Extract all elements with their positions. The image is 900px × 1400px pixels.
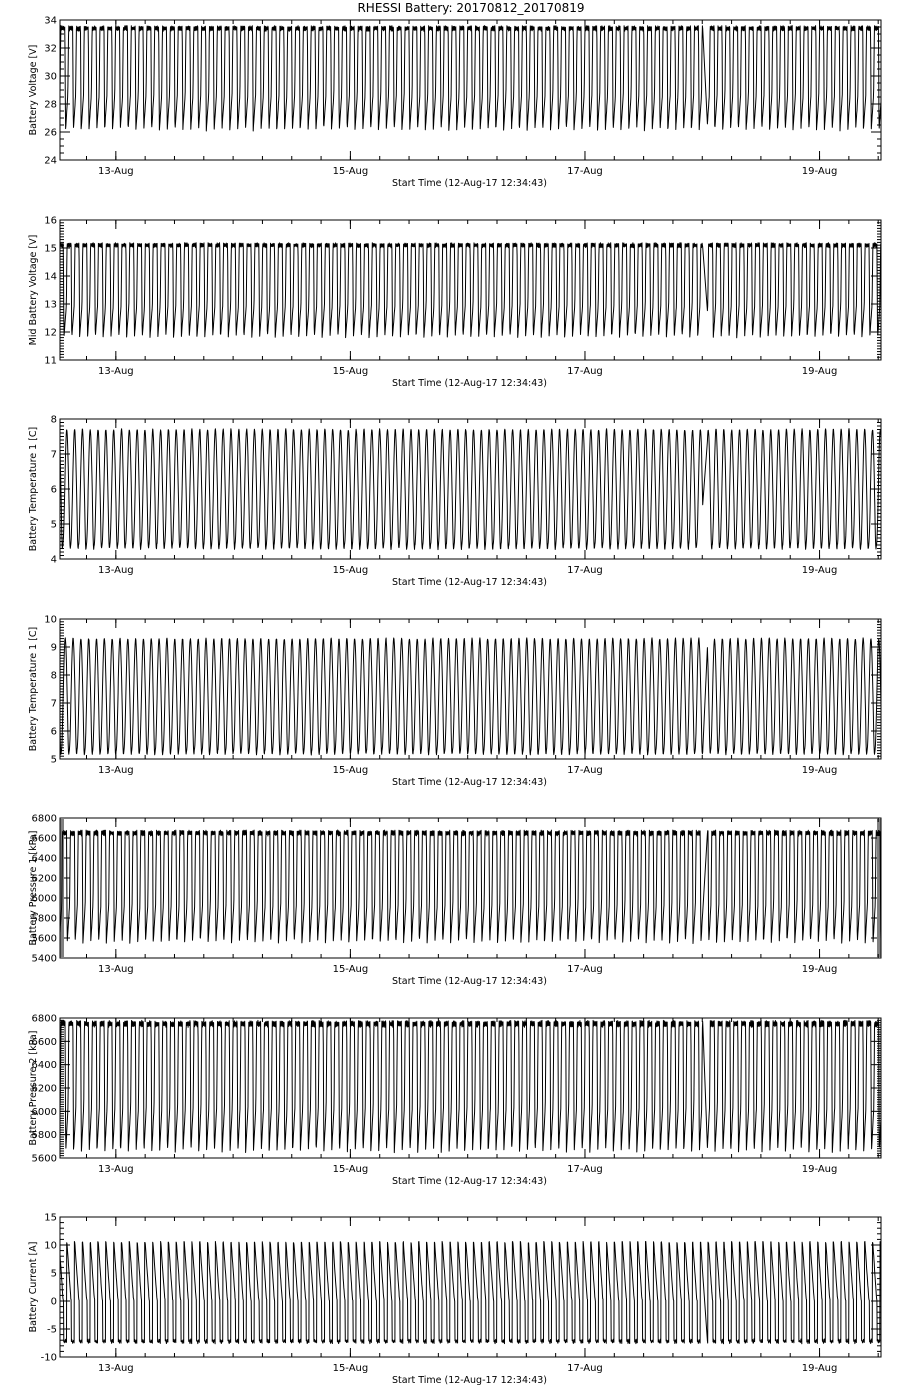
series-line [60,1242,881,1344]
x-tick-label: 13-Aug [98,1363,134,1374]
y-tick-label: 7 [50,449,57,461]
y-tick-label: 6400 [31,853,57,865]
panel-group [28,16,881,1387]
x-tick-label: 19-Aug [801,366,838,377]
panel-6 [28,1014,881,1188]
y-tick-label: 6400 [31,1060,57,1072]
y-tick-label: 24 [44,155,57,167]
series-line [60,638,881,755]
chart-title: RHESSI Battery: 20170812_20170819 [357,1,585,15]
y-tick-label: 15 [44,243,57,255]
y-tick-label: 5600 [31,933,57,945]
x-tick-label: 13-Aug [98,565,134,576]
panel-4 [28,615,881,789]
x-tick-label: 15-Aug [332,964,369,975]
x-axis-label: Start Time (12-Aug-17 12:34:43) [392,178,547,189]
x-axis-label: Start Time (12-Aug-17 12:34:43) [392,1176,547,1187]
y-tick-label: 6200 [31,873,57,885]
y-tick-label: 5800 [31,1130,57,1142]
panel-7 [28,1213,881,1387]
y-tick-label: 15 [44,1212,57,1224]
y-tick-label: 10 [44,1240,57,1252]
y-axis-label: Battery Voltage [V] [28,44,39,136]
plot-frame [60,20,881,160]
y-tick-label: 14 [44,271,57,283]
x-tick-label: 13-Aug [98,366,134,377]
x-tick-label: 19-Aug [801,166,838,177]
y-tick-label: 6800 [31,813,57,825]
y-axis-label: Battery Current [A] [28,1241,39,1333]
y-tick-label: 6000 [31,1106,57,1118]
x-tick-label: 13-Aug [98,1164,134,1175]
y-tick-label: 5 [50,519,57,531]
y-tick-label: 6600 [31,1036,57,1048]
x-tick-label: 17-Aug [567,1363,603,1374]
x-tick-label: 13-Aug [98,166,134,177]
x-tick-label: 15-Aug [332,1363,369,1374]
x-tick-label: 19-Aug [801,964,838,975]
x-tick-label: 17-Aug [567,565,603,576]
x-tick-label: 19-Aug [801,1363,838,1374]
panel-3 [28,415,881,589]
y-tick-label: 13 [44,299,57,311]
x-tick-label: 17-Aug [567,1164,603,1175]
x-tick-label: 17-Aug [567,166,603,177]
series-line [60,26,881,131]
series-line [60,429,881,550]
y-tick-label: 8 [50,670,57,682]
y-tick-label: 34 [44,15,57,27]
panel-1 [28,16,881,190]
x-axis-label: Start Time (12-Aug-17 12:34:43) [392,577,547,588]
y-tick-label: -5 [47,1324,57,1336]
x-axis-label: Start Time (12-Aug-17 12:34:43) [392,777,547,788]
y-tick-label: 7 [50,698,57,710]
y-tick-label: 28 [44,99,57,111]
y-tick-label: 5 [50,1268,57,1280]
y-tick-label: 11 [44,355,57,367]
x-axis-label: Start Time (12-Aug-17 12:34:43) [392,378,547,389]
y-tick-label: 6 [50,484,57,496]
x-tick-label: 19-Aug [801,1164,838,1175]
y-tick-label: 6800 [31,1013,57,1025]
y-tick-label: 6600 [31,833,57,845]
y-tick-label: 9 [50,642,57,654]
x-tick-label: 15-Aug [332,366,369,377]
x-tick-label: 15-Aug [332,765,369,776]
y-axis-label: Battery Pressure 1 [kPa] [28,830,39,946]
x-tick-label: 17-Aug [567,964,603,975]
y-tick-label: 6200 [31,1083,57,1095]
x-tick-label: 13-Aug [98,765,134,776]
y-tick-label: 0 [50,1296,57,1308]
panel-2 [28,216,881,390]
series-line [60,830,881,944]
y-tick-label: 5600 [31,1153,57,1165]
x-axis-label: Start Time (12-Aug-17 12:34:43) [392,976,547,987]
y-tick-label: 12 [44,327,57,339]
y-tick-label: 5800 [31,913,57,925]
y-tick-label: 6 [50,726,57,738]
x-tick-label: 15-Aug [332,166,369,177]
y-tick-label: 5 [50,754,57,766]
x-tick-label: 15-Aug [332,565,369,576]
x-tick-label: 19-Aug [801,765,838,776]
y-tick-label: 16 [44,215,57,227]
series-line [60,243,881,338]
y-tick-label: 10 [44,614,57,626]
y-tick-label: 6000 [31,893,57,905]
panel-5 [28,814,881,988]
y-tick-label: 30 [44,71,57,83]
x-axis-label: Start Time (12-Aug-17 12:34:43) [392,1375,547,1386]
y-axis-label: Battery Pressure 2 [kPa] [28,1030,39,1146]
x-tick-label: 13-Aug [98,964,134,975]
series-line [60,1020,881,1152]
y-axis-label: Battery Temperature 1 [C] [28,426,39,552]
y-tick-label: -10 [40,1352,57,1364]
x-tick-label: 17-Aug [567,765,603,776]
y-tick-label: 32 [44,43,57,55]
y-tick-label: 8 [50,414,57,426]
y-tick-label: 5400 [31,953,57,965]
y-tick-label: 26 [44,127,57,139]
x-tick-label: 17-Aug [567,366,603,377]
x-tick-label: 19-Aug [801,565,838,576]
y-axis-label: Battery Temperature 1 [C] [28,626,39,752]
x-tick-label: 15-Aug [332,1164,369,1175]
y-tick-label: 4 [50,554,57,566]
y-axis-label: Mid Battery Voltage [V] [28,234,39,346]
